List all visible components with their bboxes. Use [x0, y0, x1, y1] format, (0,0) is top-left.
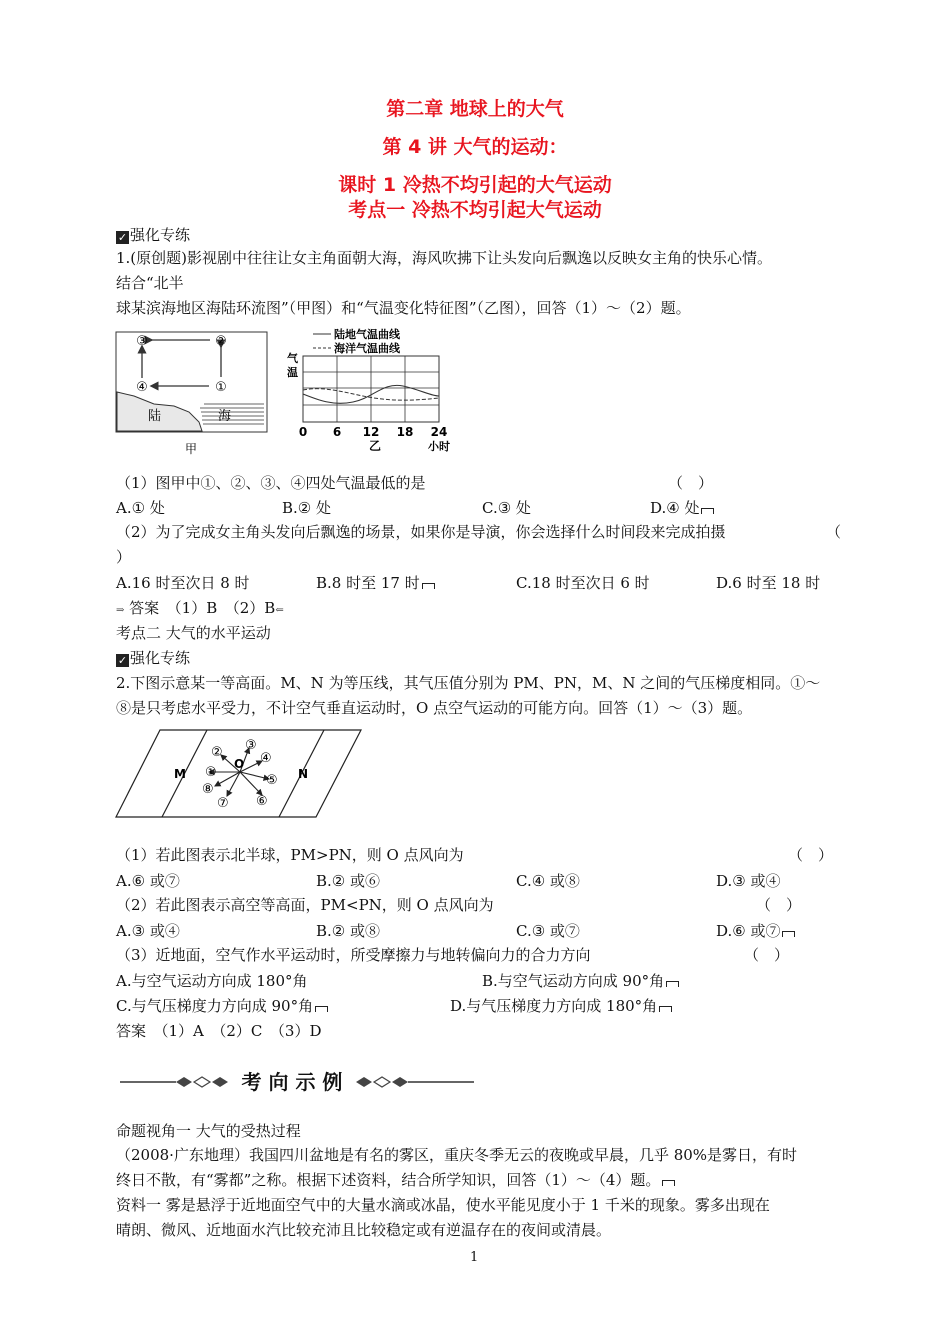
ylabel: 气	[287, 352, 298, 365]
legend-sea: 海洋气温曲线	[334, 342, 400, 355]
return-mark-icon	[666, 981, 679, 987]
chapter-title: 第二章 地球上的大气	[386, 98, 564, 120]
figure-yi	[283, 328, 453, 460]
point1-title: 考点一 冷热不均引起大气运动	[348, 199, 602, 221]
q2-3-option-a[interactable]: A.与空气运动方向成 180°角	[116, 972, 308, 990]
q2-1-paren: （ ）	[788, 846, 834, 864]
q1-1-paren: （ ）	[668, 474, 714, 492]
q2-1-option-b[interactable]: B.② 或⑥	[316, 872, 381, 890]
q1-intro: 球某滨海地区海陆环流图”（甲图）和“气温变化特征图”（乙图），回答（1）～（2）题。	[116, 299, 691, 317]
ylabel: 温	[287, 366, 298, 379]
passage-1: 终日不散，有“雾都”之称。根据下述资料，结合所学知识，回答（1）～（4）题。	[116, 1170, 675, 1190]
figure-jia	[114, 330, 269, 460]
q2-2-stem: （2）若此图表示高空等高面，PM<PN，则 O 点风向为	[116, 896, 494, 914]
dir-1: ①	[205, 765, 217, 780]
return-mark-icon	[662, 1180, 675, 1186]
q2-1-option-a[interactable]: A.⑥ 或⑦	[116, 872, 180, 890]
q2-3-stem: （3）近地面，空气作水平运动时，所受摩擦力与地转偏向力的合力方向	[116, 946, 591, 964]
caption-yi: 乙	[368, 439, 382, 453]
xunit: 小时	[428, 440, 450, 453]
label-sea: 海	[218, 409, 232, 424]
label-n4: ④	[136, 380, 148, 395]
q1-2-paren: （	[826, 523, 842, 541]
isobar-figure	[114, 728, 364, 820]
label-land: 陆	[148, 409, 162, 424]
q1-2-option-c[interactable]: C.18 时至次日 6 时	[516, 574, 650, 592]
check-icon: ✓	[117, 654, 128, 667]
xtick: 24	[430, 425, 448, 439]
label-n1: ①	[215, 380, 227, 395]
return-mark-icon	[422, 583, 435, 589]
q2-3-paren: （ ）	[744, 946, 790, 964]
q2-2-option-d[interactable]: D.⑥ 或⑦	[716, 921, 795, 941]
q1-2-stem: （2）为了完成女主角头发向后飘逸的场景，如果你是导演，你会选择什么时间段来完成拍摄	[116, 523, 726, 541]
answer-1: ⇒ 答案 （1）B （2）B⇐	[116, 598, 284, 621]
legend-land: 陆地气温曲线	[334, 328, 400, 341]
angle1-title: 命题视角一 大气的受热过程	[116, 1122, 301, 1140]
q1-1-option-a[interactable]: A.① 处	[116, 499, 165, 517]
page-number: 1	[470, 1250, 479, 1265]
q1-1-stem: （1）图甲中①、②、③、④四处气温最低的是	[116, 474, 426, 492]
answer-2: 答案 （1）A （2）C （3）D	[116, 1022, 322, 1040]
dir-7: ⑦	[217, 796, 229, 811]
q1-1-option-d[interactable]: D.④ 处	[650, 498, 714, 518]
dir-5: ⑤	[266, 773, 278, 788]
q2-3-option-c[interactable]: C.与气压梯度力方向成 90°角	[116, 996, 328, 1016]
dir-3: ③	[245, 738, 257, 753]
q1-2-option-d[interactable]: D.6 时至 18 时	[716, 574, 821, 592]
dir-2: ②	[211, 745, 223, 760]
passage-2: 资料一 雾是悬浮于近地面空气中的大量水滴或冰晶，使水平能见度小于 1 千米的现象。雾多出现在	[116, 1196, 770, 1214]
q1-intro: 1.(原创题)影视剧中往往让女主角面朝大海，海风吹拂下让头发向后飘逸以反映女主角的快乐心情。	[116, 249, 773, 267]
passage-2: 晴朗、微风、近地面水汽比较充沛且比较稳定或有逆温存在的夜间或清晨。	[116, 1221, 612, 1239]
point2-title: 考点二 大气的水平运动	[116, 624, 271, 642]
banner-title: 考 向 示 例	[241, 1070, 343, 1094]
label-M: M	[174, 767, 186, 781]
check-icon: ✓	[117, 231, 128, 244]
dir-4: ④	[260, 751, 272, 766]
q1-1-option-c[interactable]: C.③ 处	[482, 499, 531, 517]
q2-2-option-a[interactable]: A.③ 或④	[116, 922, 180, 940]
arrow-icon: ⇒	[116, 605, 125, 616]
q2-intro: 2.下图示意某一等高面。M、N 为等压线，其气压值分别为 PM、PN，M、N 之间的气压梯度相同。①～	[116, 674, 821, 692]
q2-3-option-b[interactable]: B.与空气运动方向成 90°角	[482, 971, 679, 991]
return-mark-icon	[782, 931, 795, 937]
lesson-title: 课时 1 冷热不均引起的大气运动	[338, 174, 612, 196]
q1-2-option-a[interactable]: A.16 时至次日 8 时	[116, 574, 250, 592]
q1-intro: 结合“北半	[116, 274, 184, 292]
label-N: N	[298, 767, 309, 781]
dir-8: ⑧	[202, 782, 214, 797]
q1-2-paren: ）	[116, 548, 132, 566]
q1-1-option-b[interactable]: B.② 处	[282, 499, 332, 517]
lecture-title: 第 4 讲 大气的运动：	[382, 136, 568, 158]
label-n3: ③	[136, 334, 148, 349]
label-n2: ②	[215, 334, 227, 349]
return-mark-icon	[701, 508, 714, 514]
q1-2-option-b[interactable]: B.8 时至 17 时	[316, 573, 435, 593]
return-mark-icon	[659, 1006, 672, 1012]
dir-6: ⑥	[256, 794, 268, 809]
q2-1-option-c[interactable]: C.④ 或⑧	[516, 872, 580, 890]
q2-2-option-b[interactable]: B.② 或⑧	[316, 922, 381, 940]
drill-label-2: ✓ 强化专练	[117, 649, 191, 667]
xtick: 0	[298, 425, 308, 439]
q2-1-option-d[interactable]: D.③ 或④	[716, 872, 781, 890]
label-O: O	[234, 757, 245, 771]
caption-jia: 甲	[184, 442, 198, 456]
q2-1-stem: （1）若此图表示北半球，PM>PN，则 O 点风向为	[116, 846, 464, 864]
drill-label-1: ✓ 强化专练	[117, 226, 191, 244]
q2-2-option-c[interactable]: C.③ 或⑦	[516, 922, 580, 940]
section-banner	[118, 1068, 478, 1096]
xtick: 12	[362, 425, 380, 439]
q2-3-option-d[interactable]: D.与气压梯度力方向成 180°角	[450, 996, 672, 1016]
passage-1: （2008·广东地理）我国四川盆地是有名的雾区，重庆冬季无云的夜晚或早晨，几乎 80%是雾日，有时	[116, 1146, 798, 1164]
q2-intro: ⑧是只考虑水平受力，不计空气垂直运动时，O 点空气运动的可能方向。回答（1）～（3）题。	[116, 699, 753, 717]
q2-2-paren: （ ）	[756, 896, 802, 914]
return-mark-icon	[315, 1006, 328, 1012]
xtick: 18	[396, 425, 414, 439]
xtick: 6	[332, 425, 342, 439]
arrow-icon: ⇐	[275, 605, 284, 616]
